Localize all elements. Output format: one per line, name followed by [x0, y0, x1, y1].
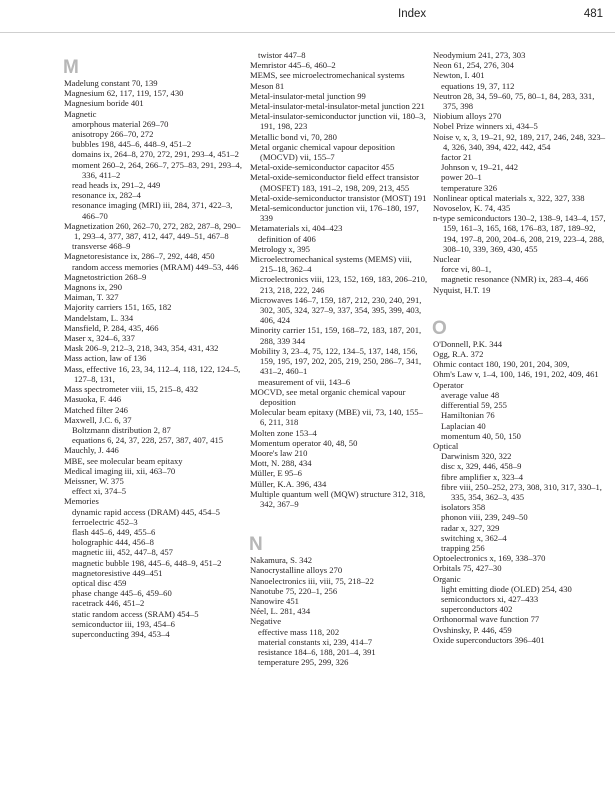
index-subentry: momentum 40, 50, 150	[441, 430, 521, 441]
index-subentry: phonon viii, 239, 249–50	[441, 512, 528, 523]
index-subentry: read heads ix, 291–2, 449	[72, 180, 161, 191]
index-column-3	[433, 50, 611, 645]
index-entry: Neon 61, 254, 276, 304	[433, 60, 514, 71]
index-subentry: transverse 468–9	[72, 241, 131, 252]
index-entry: Müller, E 95–6	[250, 468, 302, 479]
index-subentry: flash 445–6, 449, 455–6	[72, 526, 156, 537]
index-entry: Metal-oxide-semiconductor capacitor 455	[250, 162, 395, 173]
index-entry: Metal-insulator-semiconductor junction vii, 180–3, 191, 198, 223	[250, 111, 426, 132]
index-entry: Mauchly, J. 446	[64, 445, 119, 456]
section-spacer	[250, 509, 428, 535]
index-entry: Majority carriers 151, 165, 182	[64, 302, 172, 313]
index-entry: Organic	[433, 573, 461, 584]
page-header	[0, 0, 615, 33]
index-entry: Mass, effective 16, 23, 34, 112–4, 118, 122, 124–5, 127–8, 131,	[64, 363, 241, 384]
index-entry: Memristor 445–6, 460–2	[250, 60, 336, 71]
index-entry: Nakamura, S. 342	[250, 555, 313, 566]
index-entry: Negative	[250, 616, 282, 627]
index-entry: MEMS, see microelectromechanical systems	[250, 70, 405, 81]
index-entry: Mott, N. 288, 434	[250, 458, 312, 469]
index-subentry: fibre amplifier x, 323–4	[441, 471, 524, 482]
index-subentry: average value 48	[441, 389, 500, 400]
index-entry: Niobium alloys 270	[433, 111, 502, 122]
index-entry: Minority carrier 151, 159, 168–72, 183, 187, 201, 288, 339 344	[250, 325, 422, 346]
index-entry: Nuclear	[433, 254, 461, 265]
index-subentry: radar x, 327, 329	[441, 522, 500, 533]
index-entry: Maser x, 324–6, 337	[64, 333, 135, 344]
index-entry: Magnetization 260, 262–70, 272, 282, 287–8, 290–1, 293–4, 377, 387, 412, 447, 449–51, 467–8	[64, 220, 241, 242]
index-entry: Mass spectrometer viii, 15, 215–8, 432	[64, 384, 199, 395]
index-entry: Ogg, R.A. 372	[433, 349, 484, 360]
index-entry: Operator	[433, 379, 464, 390]
index-subentry: bubbles 198, 445–6, 448–9, 451–2	[72, 139, 192, 150]
index-entry: Néel, L. 281, 434	[250, 606, 311, 617]
index-entry: Meson 81	[250, 80, 285, 91]
index-entry: Mansfield, P. 284, 435, 466	[64, 322, 159, 333]
index-subentry: power 20–1	[441, 172, 482, 183]
index-entry: Nanocrystalline alloys 270	[250, 565, 343, 576]
index-entry: Optical	[433, 440, 459, 451]
index-subentry: magnetic iii, 452, 447–8, 457	[72, 547, 173, 558]
index-entry: Metal-oxide-semiconductor transistor (MOST) 191	[250, 192, 427, 203]
index-entry: Nanoelectronics iii, viii, 75, 218–22	[250, 575, 374, 586]
index-subentry: disc x, 329, 446, 458–9	[441, 461, 522, 472]
index-entry: Molecular beam epitaxy (MBE) vii, 73, 140, 155–6, 211, 318	[250, 407, 423, 428]
index-subentry: twistor 447–8	[258, 50, 306, 60]
index-subentry: resonance ix, 282–4	[72, 190, 141, 201]
index-column-2	[250, 50, 428, 667]
index-entry: Masuoka, F. 446	[64, 394, 122, 405]
index-subentry: superconducting 394, 453–4	[72, 628, 170, 639]
section-letter-n: N	[249, 534, 263, 556]
index-entry: Orthonormal wave function 77	[433, 614, 540, 625]
index-subentry: Hamiltonian 76	[441, 410, 495, 421]
index-entry: Müller, K.A. 396, 434	[250, 478, 327, 489]
index-entry: Ohm's Law v, 1–4, 100, 146, 191, 202, 409, 461	[433, 369, 599, 380]
index-entry: Novoselov, K. 74, 435	[433, 203, 511, 214]
index-entry-list-m	[64, 78, 242, 639]
index-entry: Metal-insulator-metal-insulator-metal junction 221	[250, 101, 425, 112]
index-entry: Maiman, T. 327	[64, 292, 119, 303]
index-entry: Metrology x, 395	[250, 243, 310, 254]
index-entry: Matched filter 246	[64, 404, 128, 415]
index-subentry: anisotropy 266–70, 272	[72, 129, 154, 140]
index-subentry: semiconductors xi, 427–433	[441, 593, 539, 604]
index-subentry: domains ix, 264–8, 270, 272, 291, 293–4, 451–2	[72, 149, 239, 160]
index-entry: Microwaves 146–7, 159, 187, 212, 230, 240, 291, 302, 305, 324, 327–9, 337, 354, 395, 399, 403, 406, 424	[250, 294, 422, 326]
index-entry: Ohmic contact 180, 190, 201, 204, 309,	[433, 359, 570, 370]
index-subentry: isolators 358	[441, 502, 486, 513]
index-entry-list-o	[433, 339, 611, 645]
index-entry: Orbitals 75, 427–30	[433, 563, 502, 574]
index-entry: Memories	[64, 496, 99, 507]
index-entry: Maxwell, J.C. 6, 37	[64, 414, 132, 425]
index-entry: Mass action, law of 136	[64, 353, 147, 364]
index-entry: Medical imaging iii, xii, 463–70	[64, 465, 176, 476]
index-entry: Magnesium boride 401	[64, 98, 144, 109]
index-subentry: ferroelectric 452–3	[72, 516, 138, 527]
index-subentry: optical disc 459	[72, 577, 127, 588]
index-entry: Metal-oxide-semiconductor field effect transistor (MOSFET) 183, 191–2, 198, 209, 213, 455	[250, 172, 420, 193]
index-entry: Metallic bond vi, 70, 280	[250, 131, 337, 142]
index-entry: n-type semiconductors 130–2, 138–9, 143–4, 157, 159, 161–3, 165, 168, 176–83, 187, 189–92, 194, 197–8, 200, 204–6, 208, 219, 223–4, 288, 308–10, 339, 369, 430, 455	[433, 213, 606, 254]
index-entry: Nobel Prize winners xi, 434–5	[433, 121, 538, 132]
index-entry: Microelectromechanical systems (MEMS) viii, 215–18, 362–4	[250, 254, 412, 275]
index-subentry: amorphous material 269–70	[72, 118, 169, 129]
index-entry: Metamaterials xi, 404–423	[250, 223, 343, 234]
index-entry: Metal-insulator-metal junction 99	[250, 90, 366, 101]
index-entry: Noise v, x, 3, 19–21, 92, 189, 217, 246, 248, 323–4, 326, 340, 394, 422, 442, 454	[433, 131, 606, 152]
index-subentry: fibre viii, 250–252, 273, 308, 310, 317, 330–1, 335, 354, 362–3, 435	[441, 481, 602, 502]
index-subentry: Laplacian 40	[441, 420, 486, 431]
index-subentry: superconductors 402	[441, 604, 513, 615]
index-subentry: semiconductor iii, 193, 454–6	[72, 618, 175, 629]
index-entry: O'Donnell, P.K. 344	[433, 338, 503, 349]
index-entry: Newton, I. 401	[433, 70, 485, 81]
section-spacer	[433, 295, 611, 319]
index-subentry: definition of 406	[258, 233, 316, 244]
index-entry: Meissner, W. 375	[64, 475, 124, 486]
index-subentry: differential 59, 255	[441, 400, 507, 411]
index-subentry: equations 6, 24, 37, 228, 257, 387, 407, 415	[72, 435, 224, 446]
index-subentry: material constants xi, 239, 414–7	[258, 636, 373, 647]
index-entry: Magnetic	[64, 108, 97, 119]
index-entry-list-n-continued	[433, 50, 611, 295]
index-entry: Metal-semiconductor junction vii, 176–180, 197, 339	[250, 203, 419, 224]
index-entry: Momentum operator 40, 48, 50	[250, 437, 358, 448]
index-subentry: effective mass 118, 202	[258, 626, 340, 637]
index-entry: Mandelstam, L. 334	[64, 312, 134, 323]
index-entry: Moore's law 210	[250, 447, 308, 458]
index-subentry: temperature 295, 299, 326	[258, 657, 349, 668]
index-entry: Mobility 3, 23–4, 75, 122, 134–5, 137, 148, 156, 159, 195, 197, 202, 205, 219, 250, 286–7, 341, 431–2, 460–1	[250, 345, 422, 377]
index-subentry: magnetoresistive 449–451	[72, 567, 163, 578]
index-subentry: switching x, 362–4	[441, 532, 507, 543]
page-number: 481	[583, 8, 603, 20]
index-subentry: random access memories (MRAM) 449–53, 446	[72, 261, 239, 272]
index-entry-list-m-continued	[250, 50, 428, 509]
index-entry: Mask 206–9, 212–3, 218, 343, 354, 431, 432	[64, 343, 219, 354]
index-subentry: moment 260–2, 264, 266–7, 275–83, 291, 293–4, 336, 411–2	[72, 159, 242, 180]
section-letter-m: M	[63, 57, 79, 78]
index-subentry: resonance imaging (MRI) iii, 284, 371, 422–3, 466–70	[72, 200, 233, 221]
index-entry: Metal organic chemical vapour deposition (MOCVD) vii, 155–7	[250, 141, 395, 163]
section-letter-o: O	[432, 317, 447, 339]
index-entry: Nonlinear optical materials x, 322, 327, 338	[433, 192, 585, 203]
index-subentry: trapping 256	[441, 542, 485, 553]
index-entry: Oxide superconductors 396–401	[433, 634, 545, 645]
index-entry-list-n	[250, 555, 428, 667]
index-entry: Nyquist, H.T. 19	[433, 284, 491, 295]
index-entry: Optoelectronics x, 169, 338–370	[433, 553, 546, 564]
index-entry: Multiple quantum well (MQW) structure 312, 318, 342, 367–9	[250, 488, 426, 509]
index-entry: Magnetostriction 268–9	[64, 271, 147, 282]
index-subentry: magnetic resonance (NMR) ix, 283–4, 466	[441, 274, 589, 285]
index-entry: Ovshinsky, P. 446, 459	[433, 624, 512, 635]
index-subentry: temperature 326	[441, 182, 498, 193]
index-subentry: measurement of vii, 143–6	[258, 376, 351, 387]
index-entry: Microelectronics viii, 123, 152, 169, 183, 206–210, 213, 218, 222, 246	[250, 274, 428, 295]
index-entry: Madelung constant 70, 139	[64, 78, 158, 88]
index-subentry: static random access (SRAM) 454–5	[72, 608, 199, 619]
index-subentry: Boltzmann distribution 2, 87	[72, 424, 171, 435]
index-subentry: racetrack 446, 451–2	[72, 598, 145, 609]
index-subentry: force vi, 80–1,	[441, 264, 492, 275]
index-entry: Magnesium 62, 117, 119, 157, 430	[64, 88, 184, 99]
index-subentry: effect xi, 374–5	[72, 486, 127, 497]
index-subentry: light emitting diode (OLED) 254, 430	[441, 583, 572, 594]
index-subentry: holographic 444, 456–8	[72, 537, 154, 548]
index-entry: Neutron 28, 34, 59–60, 75, 80–1, 84, 283, 331, 375, 398	[433, 90, 595, 112]
index-subentry: Johnson v, 19–21, 442	[441, 162, 519, 173]
index-entry: Nanotube 75, 220–1, 256	[250, 585, 338, 596]
index-subentry: equations 19, 37, 112	[441, 80, 515, 91]
index-subentry: resistance 184–6, 188, 201–4, 391	[258, 646, 376, 657]
index-subentry: dynamic rapid access (DRAM) 445, 454–5	[72, 506, 220, 517]
index-entry: Magnons ix, 290	[64, 282, 123, 293]
index-entry: Magnetoresistance ix, 286–7, 292, 448, 450	[64, 251, 215, 262]
index-entry: MBE, see molecular beam epitaxy	[64, 455, 183, 466]
index-subentry: Darwinism 320, 322	[441, 451, 512, 462]
index-subentry: phase change 445–6, 459–60	[72, 588, 172, 599]
index-subentry: magnetic bubble 198, 445–6, 448–9, 451–2	[72, 557, 222, 568]
index-subentry: factor 21	[441, 152, 472, 163]
index-entry: Nanowire 451	[250, 595, 299, 606]
index-entry: Neodymium 241, 273, 303	[433, 50, 526, 60]
index-entry: MOCVD, see metal organic chemical vapour deposition	[250, 386, 406, 407]
index-entry: Molten zone 153–4	[250, 427, 317, 438]
section-title: Index	[398, 8, 427, 20]
index-column-1	[64, 58, 242, 639]
